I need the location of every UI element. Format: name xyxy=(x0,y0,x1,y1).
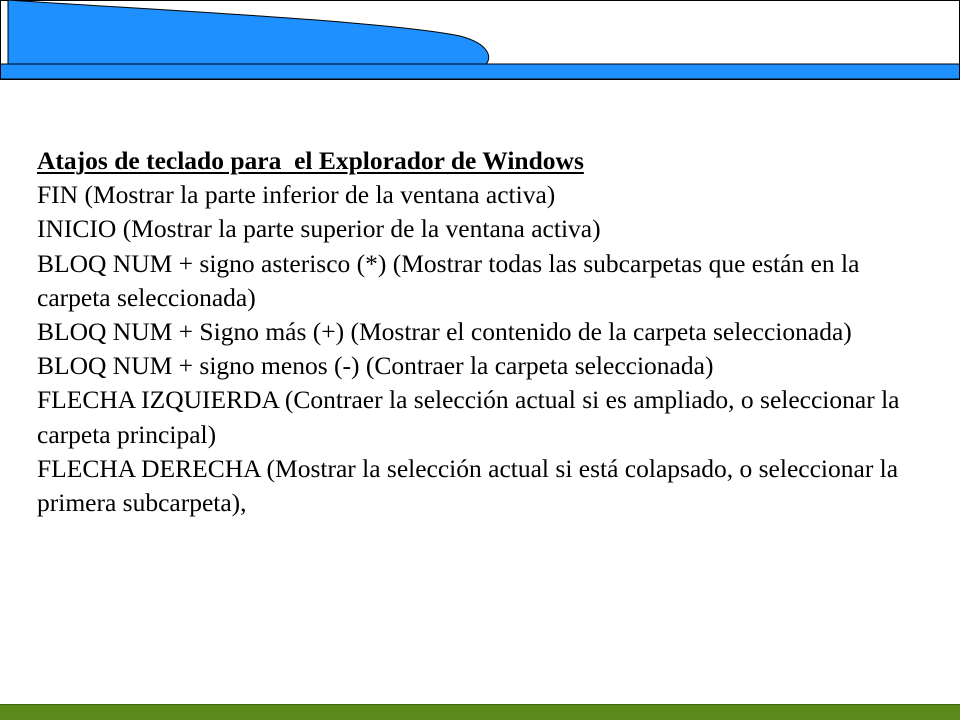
slide-content xyxy=(37,144,937,520)
slide-title: Atajos de teclado para el Explorador de Windows xyxy=(37,146,584,175)
shortcut-item-bloq-num-asterisco: BLOQ NUM + signo asterisco (*) (Mostrar todas las subcarpetas que están en la carpeta seleccionada) xyxy=(37,248,860,312)
shortcut-item-bloq-num-mas: BLOQ NUM + Signo más (+) (Mostrar el contenido de la carpeta seleccionada) xyxy=(37,317,852,347)
header-decoration xyxy=(0,0,960,80)
shortcut-item-fin: FIN (Mostrar la parte inferior de la ventana activa) xyxy=(37,180,556,210)
shortcut-item-flecha-izquierda: FLECHA IZQUIERDA (Contraer la selección actual si es ampliado, o seleccionar la carpeta principal) xyxy=(37,385,900,449)
footer-green-bar xyxy=(0,704,960,720)
shortcut-item-bloq-num-menos: BLOQ NUM + signo menos (-) (Contraer la carpeta seleccionada) xyxy=(37,351,714,381)
shortcut-item-inicio: INICIO (Mostrar la parte superior de la ventana activa) xyxy=(37,214,601,244)
shortcut-item-flecha-derecha: FLECHA DERECHA (Mostrar la selección actual si está colapsado, o seleccionar la primera subcarpeta), xyxy=(37,453,899,518)
header-blue-band xyxy=(1,64,960,79)
